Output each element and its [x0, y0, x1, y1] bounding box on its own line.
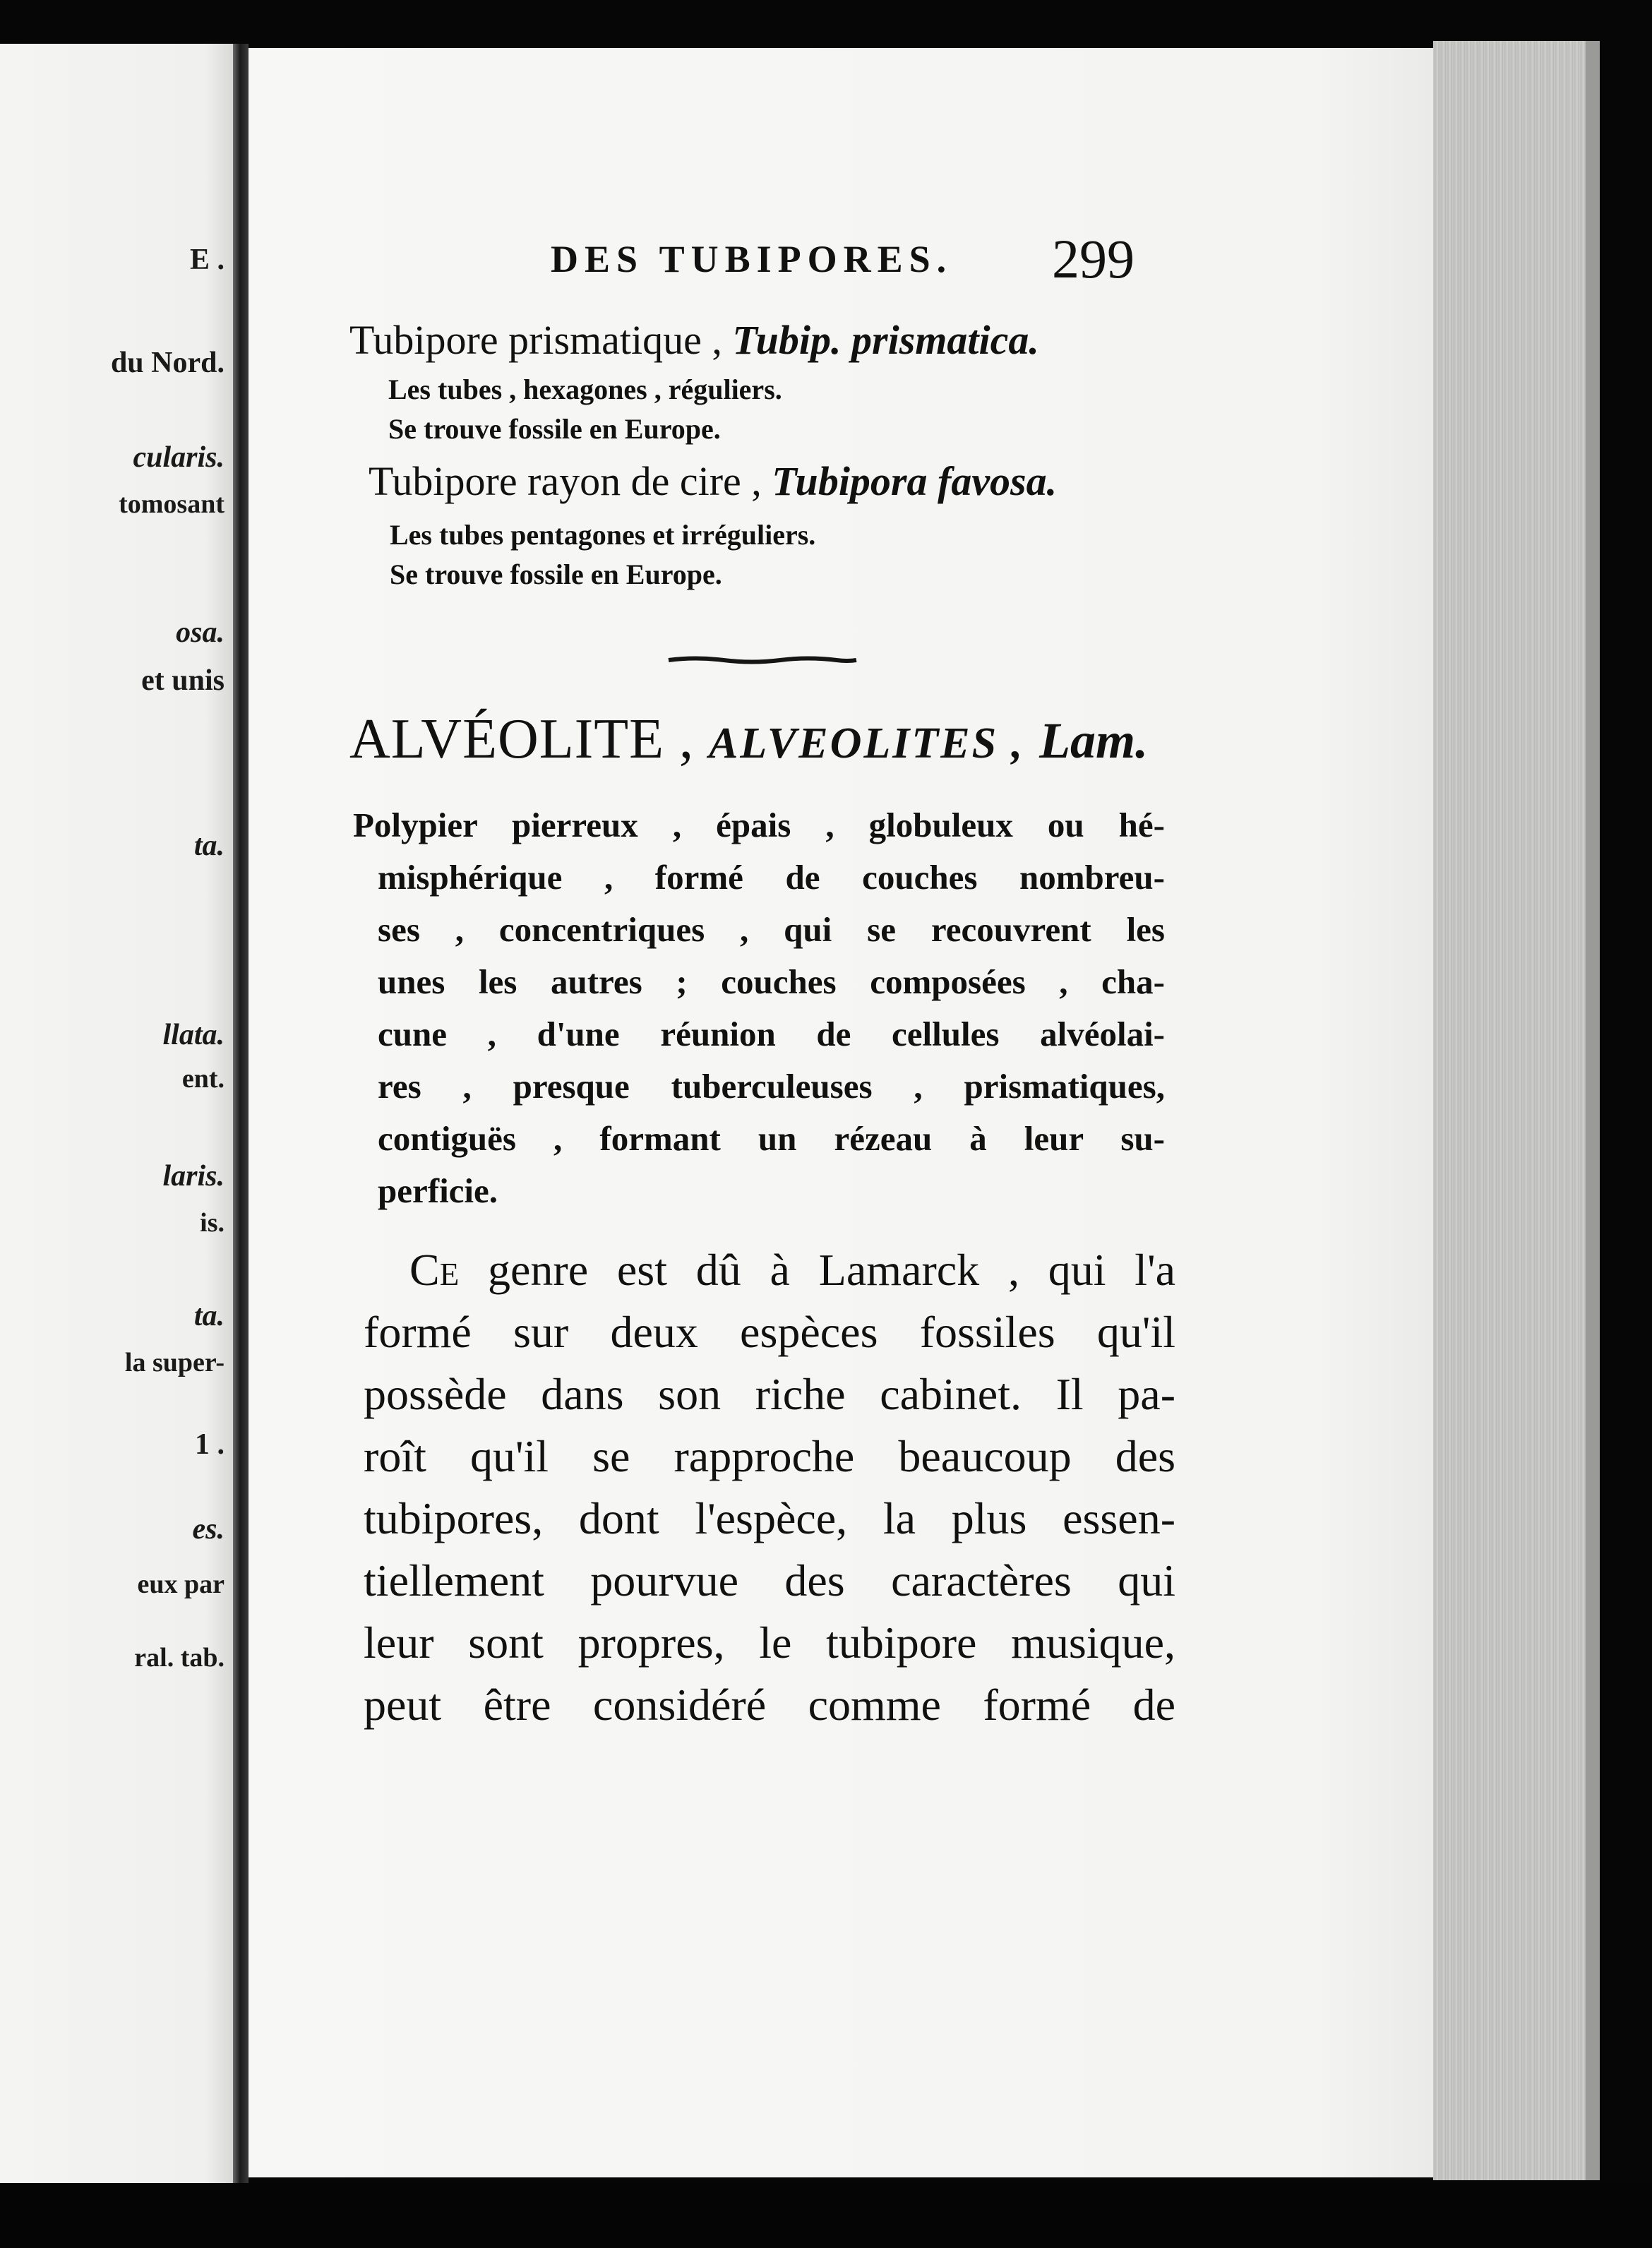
left-page-fragment: 1 .: [195, 1428, 225, 1461]
left-page-fragment: tomosant: [119, 489, 225, 519]
body-line: [409, 1244, 1175, 1296]
description-line: misphérique , formé de couches nombreu-: [378, 858, 1165, 897]
left-page-fragment: eux par: [137, 1570, 225, 1599]
description-line: ses , concentriques , qui se recouvrent les: [378, 910, 1165, 949]
body-line: tiellement pourvue des caractères qui: [364, 1555, 1175, 1606]
genus-heading: [349, 707, 1148, 772]
description-line: res , presque tuberculeuses , prismatiques,: [378, 1067, 1165, 1106]
drop-initial: Ce: [409, 1245, 460, 1295]
left-page-fragment: ta.: [193, 830, 225, 862]
left-page-fragment: E .: [189, 244, 225, 276]
left-page-fragment: ral. tab.: [134, 1643, 225, 1673]
left-page-fragment: la super-: [124, 1348, 225, 1377]
body-line: possède dans son riche cabinet. Il pa-: [364, 1369, 1175, 1419]
page-edge-shadow: [1586, 41, 1600, 2180]
species-name: Tubipore prismatique ,: [349, 317, 722, 363]
description-line: contiguës , formant un rézeau à leur su-: [378, 1119, 1165, 1158]
left-page-fragment: es.: [192, 1513, 225, 1546]
genus-name: ALVÉOLITE ,: [349, 708, 694, 770]
scan-border: [0, 2183, 1652, 2248]
genus-author: Lam.: [1039, 712, 1149, 769]
left-page-fragment: is.: [200, 1208, 225, 1238]
species-entry-title: [349, 316, 1039, 364]
ornamental-rule: [667, 655, 858, 665]
body-line: tubipores, dont l'espèce, la plus essen-: [364, 1493, 1175, 1543]
description-line: Polypier pierreux , épais , globuleux ou hé-: [353, 806, 1165, 844]
left-page-fragment: ent.: [181, 1064, 225, 1094]
left-page-fragment: ta.: [193, 1300, 225, 1332]
species-detail: Les tubes , hexagones , réguliers.: [388, 373, 782, 405]
left-page-fragment: cularis.: [133, 441, 225, 474]
description-line: unes les autres ; couches composées , cha-: [378, 962, 1165, 1001]
page-number: 299: [1052, 228, 1135, 289]
species-detail: Se trouve fossile en Europe.: [390, 558, 722, 590]
body-line-text: genre est dû à Lamarck , qui l'a: [487, 1245, 1176, 1295]
running-head: DES TUBIPORES.: [551, 238, 953, 280]
species-latin-name: Tubipora favosa.: [772, 458, 1058, 504]
left-page-fragment: et unis: [141, 664, 225, 697]
body-line: peut être considéré comme formé de: [364, 1680, 1175, 1730]
description-line: perficie.: [378, 1171, 498, 1210]
left-page-fragment: osa.: [176, 616, 225, 649]
species-name: Tubipore rayon de cire ,: [369, 458, 762, 504]
body-line: formé sur deux espèces fossiles qu'il: [364, 1307, 1175, 1357]
main-page: [249, 48, 1433, 2177]
species-entry-title: [369, 458, 1057, 505]
left-page-fragment: laris.: [162, 1160, 225, 1192]
body-line: leur sont propres, le tubipore musique,: [364, 1618, 1175, 1668]
body-line: roît qu'il se rapproche beaucoup des: [364, 1431, 1175, 1481]
genus-latin-name: ALVEOLITES ,: [708, 719, 1025, 767]
left-page-fragment: du Nord.: [110, 347, 225, 379]
species-detail: Les tubes pentagones et irréguliers.: [390, 519, 816, 551]
species-latin-name: Tubip. prismatica.: [732, 317, 1039, 363]
left-facing-page: [0, 44, 233, 2183]
left-page-fragment: llata.: [162, 1019, 225, 1051]
description-line: cune , d'une réunion de cellules alvéolai-: [378, 1015, 1165, 1053]
book-gutter: [233, 44, 249, 2183]
page-edge: [1433, 41, 1586, 2180]
species-detail: Se trouve fossile en Europe.: [388, 413, 721, 445]
